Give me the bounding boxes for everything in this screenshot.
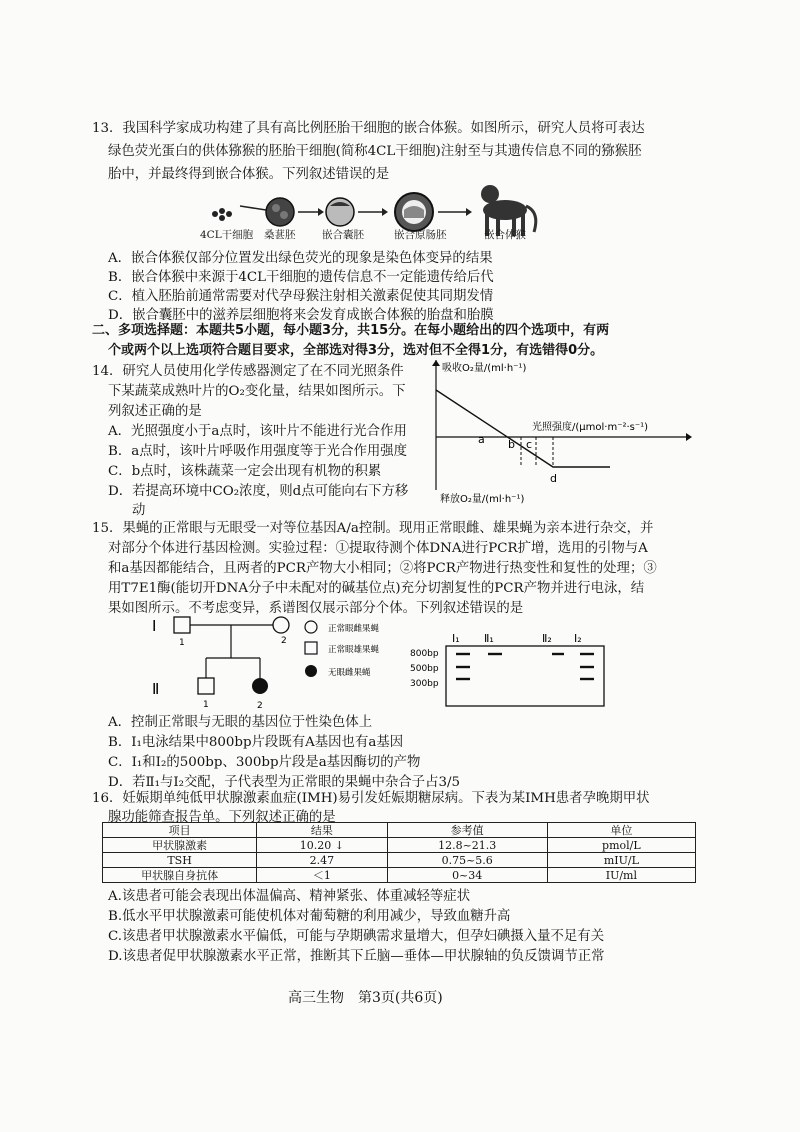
generation-1-label: Ⅰ — [152, 617, 157, 635]
table-cell: ＜1 — [257, 868, 387, 883]
table-cell: IU/ml — [547, 868, 695, 883]
table-header: 单位 — [547, 823, 695, 838]
q13-stem-line-1: 13．我国科学家成功构建了具有高比例胚胎干细胞的嵌合体猴。如图所示，研究人员将可表达 — [92, 121, 645, 136]
table-cell: TSH — [103, 853, 257, 868]
table-cell: mIU/L — [547, 853, 695, 868]
q16-option-c: C.该患者甲状腺激素水平偏低，可能与孕期碘需求量增大，但孕妇碘摄入量不足有关 — [108, 929, 605, 944]
morula-icon — [266, 198, 294, 226]
svg-text:300bp: 300bp — [410, 679, 439, 689]
q13-option-b: B．嵌合体猴中来源于4CL干细胞的遗传信息不一定能遗传给后代 — [108, 270, 494, 285]
stage-label-morula: 桑葚胚 — [264, 229, 296, 241]
thyroid-report-table — [102, 822, 696, 883]
stage-label-stem-cell: 4CL干细胞 — [200, 229, 254, 241]
legend-eyeless-female-icon — [305, 665, 317, 677]
table-header: 结果 — [257, 823, 387, 838]
table-cell: 甲状腺激素 — [103, 838, 257, 853]
q15-stem-line-3: 和a基因都能结合，且两者的PCR产物大小相同；②将PCR产物进行热变性和复性的处理；③ — [108, 561, 657, 576]
q13-option-a: A．嵌合体猴仅部分位置发出绿色荧光的现象是染色体变异的结果 — [108, 251, 493, 266]
q14-stem-line-2: 下某蔬菜成熟叶片的O₂变化量，结果如图所示。下 — [108, 384, 406, 399]
q16-option-a: A.该患者可能会表现出体温偏高、精神紧张、体重减轻等症状 — [108, 889, 471, 904]
stage-label-gastrula: 嵌合原肠胚 — [394, 229, 447, 241]
svg-text:2: 2 — [281, 636, 287, 646]
gastrula-icon — [395, 193, 433, 231]
q14-option-a: A．光照强度小于a点时，该叶片不能进行光合作用 — [108, 424, 407, 439]
stem-cells-icon — [212, 208, 232, 221]
pedigree-chart — [148, 612, 438, 712]
q13-stem-line-2: 绿色荧光蛋白的供体猕猴的胚胎干细胞(简称4CL干细胞)注射至与其遗传信息不同的猕猴胚 — [108, 144, 642, 159]
electrophoresis-gel — [410, 630, 610, 712]
table-cell: 2.47 — [257, 853, 387, 868]
blastocyst-icon — [326, 198, 354, 226]
q14-stem-line-1: 14．研究人员使用化学传感器测定了在不同光照条件 — [92, 364, 404, 379]
svg-text:1: 1 — [203, 700, 209, 710]
q15-stem-line-5: 果如图所示。不考虑变异，系谱图仅展示部分个体。下列叙述错误的是 — [108, 601, 524, 616]
svg-text:Ⅱ₂: Ⅱ₂ — [542, 632, 552, 645]
q14-option-b: B．a点时，该叶片呼吸作用强度等于光合作用强度 — [108, 444, 408, 459]
q13-option-d: D．嵌合囊胚中的滋养层细胞将来会发育成嵌合体猴的胎盘和胎膜 — [108, 308, 494, 323]
table-header: 项目 — [103, 823, 257, 838]
table-cell: 甲状腺自身抗体 — [103, 868, 257, 883]
svg-text:2: 2 — [257, 701, 263, 711]
table-cell: 0~34 — [387, 868, 547, 883]
q14-option-c: C．b点时，该株蔬菜一定会出现有机物的积累 — [108, 464, 382, 479]
table-header: 参考值 — [387, 823, 547, 838]
o2-light-graph — [428, 360, 698, 510]
q13-stem-line-3: 胎中，并最终得到嵌合体猴。下列叙述错误的是 — [108, 167, 390, 182]
point-d: d — [550, 472, 557, 485]
q15-option-d: D．若Ⅱ₁与Ⅰ₂交配，子代表型为正常眼的果蝇中杂合子占3/5 — [108, 775, 461, 790]
stage-label-monkey: 嵌合体猴 — [484, 229, 526, 241]
stage-label-blastocyst: 嵌合囊胚 — [322, 229, 364, 241]
table-cell: 10.20 ↓ — [257, 838, 387, 853]
svg-text:800bp: 800bp — [410, 649, 439, 659]
i1-male — [174, 617, 190, 633]
point-a: a — [478, 433, 485, 446]
ii1-male — [198, 678, 214, 694]
svg-text:Ⅰ₁: Ⅰ₁ — [452, 632, 460, 645]
q15-option-a: A．控制正常眼与无眼的基因位于性染色体上 — [108, 715, 373, 730]
svg-text:Ⅱ₁: Ⅱ₁ — [484, 632, 494, 645]
x-axis-label: 光照强度/(μmol·m⁻²·s⁻¹) — [532, 422, 649, 433]
table-row — [103, 838, 696, 853]
generation-2-label: Ⅱ — [152, 680, 160, 698]
q16-option-b: B.低水平甲状腺激素可能使机体对葡萄糖的利用减少，导致血糖升高 — [108, 909, 511, 924]
table-row — [103, 868, 696, 883]
q16-stem-line-2: 腺功能筛查报告单。下列叙述正确的是 — [108, 810, 336, 825]
i2-female — [273, 617, 289, 633]
q13-option-c: C．植入胚胎前通常需要对代孕母猴注射相关激素促使其同期发情 — [108, 289, 494, 304]
table-cell: 12.8~21.3 — [387, 838, 547, 853]
q14-stem-line-3: 列叙述正确的是 — [108, 404, 202, 419]
point-b: b — [508, 438, 515, 451]
svg-text:Ⅰ₂: Ⅰ₂ — [574, 632, 582, 645]
table-row — [103, 853, 696, 868]
section2-line-1: 二、多项选择题：本题共5小题，每小题3分，共15分。在每小题给出的四个选项中，有两 — [92, 323, 610, 338]
q15-stem-line-1: 15．果蝇的正常眼与无眼受一对等位基因A/a控制。现用正常眼雌、雄果蝇为亲本进行杂交，并 — [92, 521, 654, 536]
q15-stem-line-4: 用T7E1酶(能切开DNA分子中未配对的碱基位点)充分切割复性的PCR产物并进行电泳，结 — [108, 581, 645, 596]
ii2-female-affected — [252, 678, 268, 694]
svg-text:1: 1 — [179, 638, 185, 648]
svg-text:正常眼雌果蝇: 正常眼雌果蝇 — [328, 624, 380, 634]
svg-text:无眼雌果蝇: 无眼雌果蝇 — [328, 668, 371, 678]
legend-normal-female-icon — [305, 621, 317, 633]
table-cell: pmol/L — [547, 838, 695, 853]
point-c: c — [526, 438, 533, 451]
y-bottom-label: 释放O₂量/(ml·h⁻¹) — [440, 494, 525, 505]
q16-option-d: D.该患者促甲状腺激素水平正常，推断其下丘脑—垂体—甲状腺轴的负反馈调节正常 — [108, 949, 605, 964]
page-footer: 高三生物 第3页(共6页) — [288, 990, 443, 1006]
q15-option-b: B．Ⅰ₁电泳结果中800bp片段既有A基因也有a基因 — [108, 735, 404, 750]
svg-text:500bp: 500bp — [410, 664, 439, 674]
legend-normal-male-icon — [305, 642, 317, 654]
q15-option-c: C．Ⅰ₁和Ⅰ₂的500bp、300bp片段是a基因酶切的产物 — [108, 755, 421, 770]
table-header-row — [103, 823, 696, 838]
section2-line-2: 个或两个以上选项符合题目要求，全部选对得3分，选对但不全得1分，有选错得0分。 — [108, 343, 604, 358]
svg-text:正常眼雄果蝇: 正常眼雄果蝇 — [328, 645, 380, 655]
gel-bands — [456, 654, 594, 679]
table-cell: 0.75~5.6 — [387, 853, 547, 868]
q16-stem-line-1: 16．妊娠期单纯低甲状腺激素血症(IMH)易引发妊娠期糖尿病。下表为某IMH患者孕晚期甲状 — [92, 791, 650, 806]
y-top-label: 吸收O₂量/(ml·h⁻¹) — [442, 363, 527, 374]
q14-option-d: D．若提高环境中CO₂浓度，则d点可能向右下方移 — [108, 484, 409, 499]
q14-option-d-cont: 动 — [132, 503, 146, 518]
q15-stem-line-2: 对部分个体进行基因检测。实验过程：①提取待测个体DNA进行PCR扩增，选用的引物与A — [108, 541, 648, 556]
